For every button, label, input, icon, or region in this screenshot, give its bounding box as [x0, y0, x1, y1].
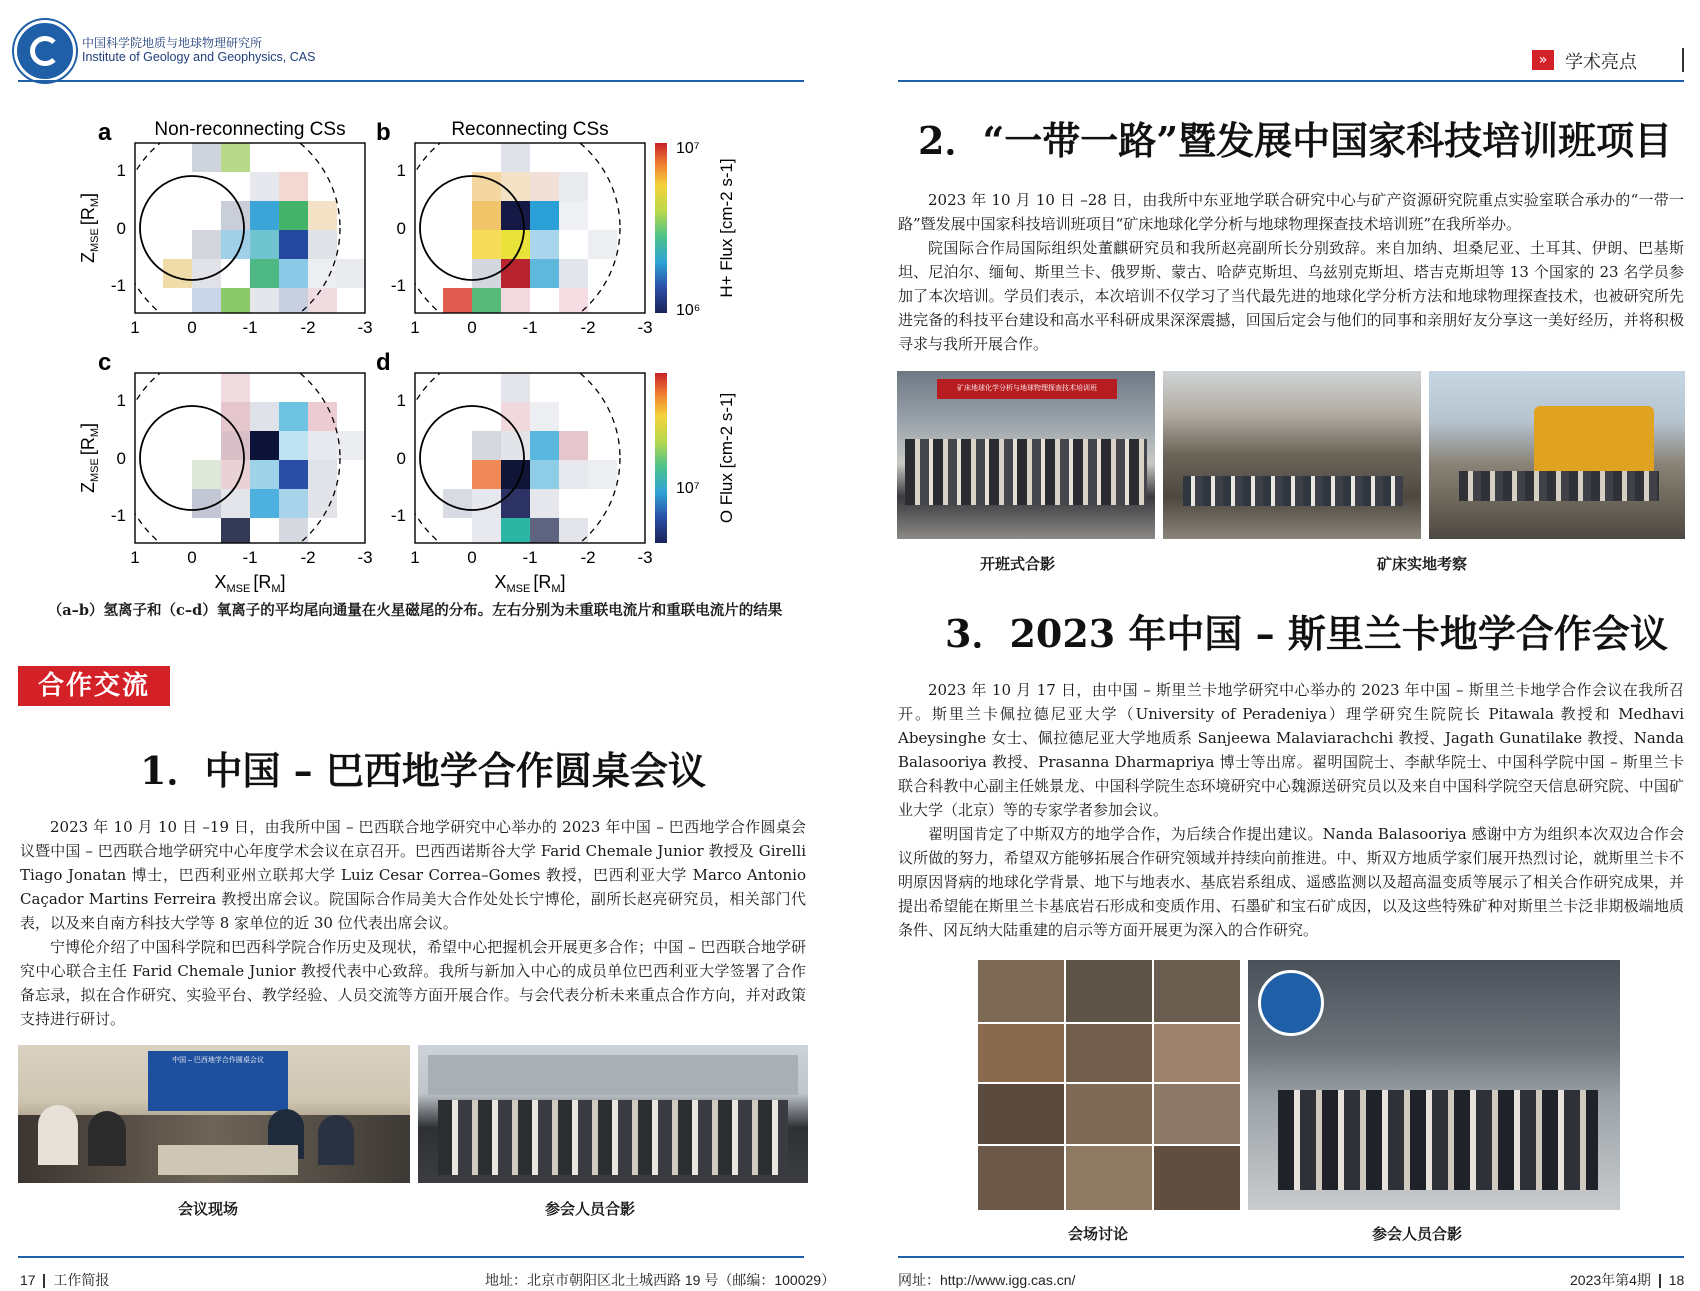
svg-text:0: 0 — [116, 449, 126, 468]
photo-caption-group-1: 参会人员合影 — [545, 1200, 636, 1218]
photo-mine-field-2 — [1429, 371, 1685, 539]
svg-text:-3: -3 — [637, 548, 653, 567]
photo-caption-group-2: 参会人员合影 — [1372, 1225, 1463, 1243]
photo-caption-field: 矿床实地考察 — [1377, 555, 1468, 573]
colorbar-o-label — [717, 393, 736, 523]
footer-website[interactable]: 网址：http://www.igg.cas.cn/ — [898, 1272, 1076, 1288]
svg-text:ZMSE[RM]: $Z_{MSE}[R_M]$ — [78, 192, 101, 264]
svg-text:1: 1 — [130, 548, 140, 567]
photo-group-srilanka — [1248, 960, 1620, 1210]
svg-text:1: 1 — [116, 161, 126, 180]
article-2-paragraph-1: 2023 年 10 月 10 日 –28 日，由我所中东亚地学联合研究中心与矿产资源研究院重点实验室联合承办的“一带一路”暨发展中国家科技培训班项目“矿床地球化学分析与地球物理探查技术培训班”在我所举办。 — [898, 191, 1684, 233]
svg-text:-1: -1 — [110, 506, 126, 525]
svg-text:-1: -1 — [242, 318, 258, 337]
article-3-title: 3．2023 年中国 – 斯里兰卡地学合作会议 — [945, 611, 1668, 656]
svg-text:1: 1 — [116, 391, 126, 410]
svg-text:1: 1 — [396, 391, 406, 410]
article-1-body — [20, 815, 806, 1031]
heatmap-b — [400, 118, 620, 338]
header-rule-left — [18, 80, 804, 82]
photo-meeting-room: 中国 – 巴西地学合作圆桌会议 — [18, 1045, 410, 1183]
footer-address: 地址：北京市朝阳区北土城西路 19 号（邮编：100029） — [485, 1272, 836, 1288]
header-rule-right — [898, 80, 1684, 82]
photo-caption-meeting: 会议现场 — [178, 1200, 239, 1218]
colorbar-o-tick: 10⁷ — [676, 480, 700, 497]
article-2-title: 2．“一带一路”暨发展中国家科技培训班项目 — [918, 118, 1673, 163]
page-number-left: 17 — [20, 1272, 36, 1288]
footer-rule-right — [898, 1256, 1684, 1258]
heatmap-c — [120, 348, 366, 568]
panel-letter-b: b — [376, 119, 391, 146]
svg-text:-1: -1 — [390, 276, 406, 295]
photo-collage-discussion — [978, 960, 1240, 1210]
svg-text:-1: -1 — [242, 548, 258, 567]
footer-right — [1570, 1270, 1684, 1290]
heatmap-d — [400, 348, 620, 568]
svg-text:1: 1 — [130, 318, 140, 337]
svg-text:1: 1 — [410, 318, 420, 337]
article-3-paragraph-2: 翟明国肯定了中斯双方的地学合作，为后续合作提出建议。Nanda Balasooriya 感谢中方为组织本次双边合作会议所做的努力，希望双方能够拓展合作研究领域并持续向前推进。中、斯双方地质学家们展开热烈讨论，就斯里兰卡不明原因肾病的地球化学背景、地下与地表水、基底岩系组成、遥感监测以及超高温变质等展示了相关合作研究成果，并提出希望能在斯里兰卡基底岩石形成和变质作用、石墨矿和宝石矿成因，以及这些特殊矿种对斯里兰卡泛非期极端地质条件、冈瓦纳大陆重建的启示等方面开展更为深入的合作研究。 — [898, 825, 1684, 939]
issue-label: 2023年第4期 — [1570, 1272, 1651, 1288]
footer-left — [20, 1270, 109, 1290]
panel-letter-d: d — [376, 349, 391, 376]
panel-title-a: Non-reconnecting CSs — [154, 119, 346, 140]
svg-text:-1: -1 — [522, 548, 538, 567]
article-3-paragraph-1: 2023 年 10 月 17 日，由中国 – 斯里兰卡地学研究中心举办的 2023 年中国 – 斯里兰卡地学合作会议在我所召开。斯里兰卡佩拉德尼亚大学（University of Peradeniya）理学研究生院院长 Pitawala 教授和 Medhavi Abeysinghe 女士、佩拉德尼亚大学地质系 Sanjeewa Malaviarachchi 教授、Jagath Gunatilake 教授、Nanda Balasooriya 教授、Prasanna Dharmapriya 博士等出席。翟明国院士、李献华院士、中国科学院中国 – 斯里兰卡联合科教中心副主任姚景龙、中国科学院生态环境研究中心魏源送研究员以及来自中国科学院空天信息研究院、中国矿业大学（北京）等的专家学者参加会议。 — [898, 681, 1684, 819]
svg-text:0: 0 — [187, 318, 197, 337]
footer-rule-left — [18, 1256, 804, 1258]
double-chevron-icon: » — [1532, 50, 1554, 70]
article-1-paragraph-2: 宁博伦介绍了中国科学院和巴西科学院合作历史及现状，希望中心把握机会开展更多合作；中国 – 巴西联合地学研究中心联合主任 Farid Chemale Junior 教授代表中心致辞。我所与新加入中心的成员单位巴西利亚大学签署了合作备忘录，拟在合作研究、实验平台、教学经验、人员交流等方面开展合作。与会代表分析未来重点合作方向，并对政策支持进行研讨。 — [20, 938, 806, 1028]
colorbar-h-min: 10⁶ — [676, 302, 701, 319]
svg-text:-1: -1 — [522, 318, 538, 337]
svg-text:-2: -2 — [580, 548, 596, 567]
section-tag-divider — [1682, 48, 1684, 72]
svg-text:-1: -1 — [110, 276, 126, 295]
panel-letter-a: a — [98, 119, 112, 146]
heatmap-a — [120, 118, 366, 338]
svg-text:1: 1 — [410, 548, 420, 567]
publication-name: 工作简报 — [53, 1272, 110, 1288]
article-2-paragraph-2: 院国际合作局国际组织处董麒研究员和我所赵亮副所长分别致辞。来自加纳、坦桑尼亚、土耳其、伊朗、巴基斯坦、尼泊尔、缅甸、斯里兰卡、俄罗斯、蒙古、哈萨克斯坦、乌兹别克斯坦、塔吉克斯坦等 13 个国家的 23 名学员参加了本次培训。学员们表示，本次培训不仅学习了当代最先进的地球化学分析方法和地球物理探查技术，也被研究所先进完备的科技平台建设和高水平科研成果深深震撼，回国后定会与他们的同事和亲朋好友分享这一美好经历，并将积极寻求与我所开展合作。 — [898, 239, 1684, 353]
photo-opening-ceremony: 矿床地球化学分析与地球物理探查技术培训班 — [897, 371, 1155, 539]
flux-figure — [60, 108, 760, 596]
svg-text:-3: -3 — [357, 318, 373, 337]
page-number-right: 18 — [1668, 1272, 1685, 1288]
svg-text:-3: -3 — [637, 318, 653, 337]
svg-text:0: 0 — [116, 219, 126, 238]
y-axis-label-top — [78, 193, 101, 263]
colorbar-h-label — [717, 158, 736, 297]
section-tag: 学术亮点 — [1565, 52, 1637, 72]
section-label-cooperation: 合作交流 — [18, 666, 170, 706]
photo-caption-discussion: 会场讨论 — [1068, 1225, 1129, 1243]
svg-text:0: 0 — [467, 548, 477, 567]
article-1-paragraph-1: 2023 年 10 月 10 日 –19 日，由我所中国 – 巴西联合地学研究中心举办的 2023 年中国 – 巴西地学合作圆桌会议暨中国 – 巴西联合地学研究中心年度学术会议在京召开。巴西西诺斯谷大学 Farid Chemale Junior 教授及 Girelli Tiago Jonatan 博士，巴西利亚州立联邦大学 Luiz Cesar Correa–Gomes 教授，巴西利亚大学 Marco Antonio Caçador Martins Ferreira 教授出席会议。院国际合作局美大合作处处长宁博伦，副所长赵亮研究员，相关部门代表，以及来自南方科技大学等 8 家单位的近 30 位代表出席会议。 — [20, 818, 806, 932]
colorbar-h-max: 10⁷ — [676, 140, 700, 157]
svg-text:O Flux [cm-2 s-1]: O Flux [cm-2 s-1] — [717, 392, 736, 524]
article-3-body — [898, 678, 1684, 942]
svg-text:1: 1 — [396, 161, 406, 180]
institute-name-en: Institute of Geology and Geophysics, CAS — [82, 50, 316, 64]
svg-text:-1: -1 — [390, 506, 406, 525]
x-axis-label-right: $X_{MSE}$ $[R_M]$ — [494, 572, 566, 595]
photo-group-brazil — [418, 1045, 808, 1183]
article-2-body — [898, 188, 1684, 356]
svg-text:ZMSE[RM]: $Z_{MSE}[R_M]$ — [78, 422, 101, 494]
svg-text:0: 0 — [396, 449, 406, 468]
svg-text:-2: -2 — [300, 548, 316, 567]
svg-text:0: 0 — [467, 318, 477, 337]
panel-letter-c: c — [98, 349, 112, 376]
figure-caption: （a–b）氢离子和（c–d）氧离子的平均尾向通量在火星磁尾的分布。左右分别为未重联电流片和重联电流片的结果 — [47, 602, 783, 619]
article-1-title: 1．中国 – 巴西地学合作圆桌会议 — [140, 748, 706, 793]
institute-logo — [14, 20, 76, 82]
photo-mine-field-1 — [1163, 371, 1421, 539]
svg-text:-2: -2 — [580, 318, 596, 337]
y-axis-label-bottom — [78, 423, 101, 493]
svg-text:H+ Flux [cm-2 s-1]: H+ Flux [cm-2 s-1] — [717, 158, 736, 298]
svg-text:-3: -3 — [357, 548, 373, 567]
photo-caption-opening: 开班式合影 — [980, 555, 1056, 573]
svg-text:0: 0 — [396, 219, 406, 238]
svg-text:-2: -2 — [300, 318, 316, 337]
colorbar-h — [655, 143, 667, 313]
svg-text:0: 0 — [187, 548, 197, 567]
panel-title-b: Reconnecting CSs — [451, 119, 609, 140]
institute-name-cn: 中国科学院地质与地球物理研究所 — [82, 36, 263, 50]
colorbar-o — [655, 373, 667, 543]
x-axis-label-left: $X_{MSE}$ $[R_M]$ — [214, 572, 286, 595]
